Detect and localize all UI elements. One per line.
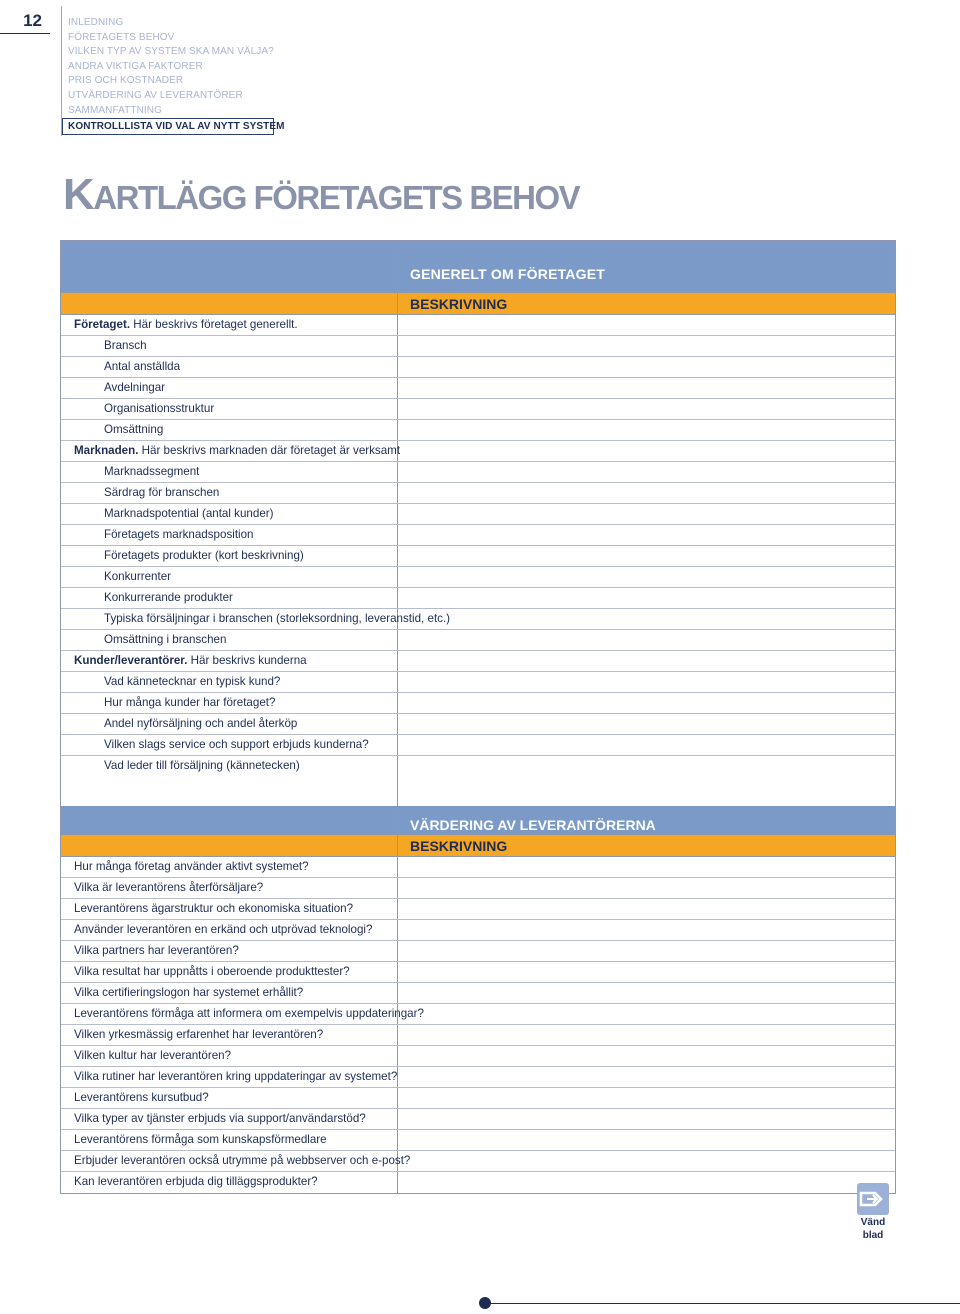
nav-divider bbox=[61, 6, 62, 136]
turn-page-button[interactable] bbox=[853, 1183, 893, 1241]
chapter-navigation bbox=[68, 16, 285, 135]
row-label-text: Bransch bbox=[104, 339, 147, 352]
row-label-text: Typiska försäljningar i branschen (storleksordning, leveranstid, etc.) bbox=[104, 612, 451, 625]
subheader-description: BESKRIVNING bbox=[410, 296, 508, 312]
footer-dot bbox=[479, 1297, 491, 1309]
description-field[interactable] bbox=[398, 588, 895, 608]
description-field[interactable] bbox=[398, 336, 895, 356]
table-row bbox=[61, 756, 895, 777]
row-label-text: Hur många kunder har företaget? bbox=[104, 696, 276, 709]
row-label bbox=[61, 357, 398, 377]
row-label bbox=[61, 714, 398, 734]
section2-header-row bbox=[61, 806, 895, 835]
subheader-description-2: BESKRIVNING bbox=[410, 838, 508, 854]
nav-item-kontrollista-active[interactable]: KONTROLLLISTA VID VAL AV NYTT SYSTEM bbox=[62, 118, 274, 135]
table-row bbox=[61, 920, 895, 941]
table-row bbox=[61, 462, 895, 483]
table-row bbox=[61, 336, 895, 357]
table-row bbox=[61, 1109, 895, 1130]
row-label bbox=[61, 504, 398, 524]
section2-spacer-row bbox=[61, 777, 895, 806]
description-field[interactable] bbox=[398, 920, 895, 940]
description-field[interactable] bbox=[398, 1172, 895, 1193]
description-field[interactable] bbox=[398, 962, 895, 982]
table-row bbox=[61, 588, 895, 609]
row-label: Leverantörens ägarstruktur och ekonomiska situation? bbox=[61, 899, 398, 919]
table-row bbox=[61, 483, 895, 504]
row-label bbox=[61, 399, 398, 419]
table-row bbox=[61, 962, 895, 983]
checklist-table bbox=[60, 240, 896, 1194]
table-row bbox=[61, 1067, 895, 1088]
row-label bbox=[61, 462, 398, 482]
description-field[interactable] bbox=[398, 609, 895, 629]
description-field[interactable] bbox=[398, 857, 895, 877]
row-label bbox=[61, 672, 398, 692]
turn-page-label-2: blad bbox=[862, 1230, 884, 1241]
row-label: Leverantörens förmåga som kunskapsförmedlare bbox=[61, 1130, 398, 1150]
row-label: Vilken kultur har leverantören? bbox=[61, 1046, 398, 1066]
table-row bbox=[61, 735, 895, 756]
description-field[interactable] bbox=[398, 1004, 895, 1024]
row-label bbox=[61, 630, 398, 650]
table-row bbox=[61, 941, 895, 962]
row-label bbox=[61, 483, 398, 503]
row-label-text: Vilken slags service och support erbjuds kunderna? bbox=[104, 738, 369, 751]
table-row bbox=[61, 1046, 895, 1067]
description-field[interactable] bbox=[398, 1088, 895, 1108]
row-label bbox=[61, 546, 398, 566]
table-row bbox=[61, 672, 895, 693]
row-label-text: Antal anställda bbox=[104, 360, 181, 373]
row-label-text: Konkurrenter bbox=[104, 570, 172, 583]
description-field[interactable] bbox=[398, 1025, 895, 1045]
table-row bbox=[61, 609, 895, 630]
row-label-text: Särdrag för branschen bbox=[104, 486, 220, 499]
description-field[interactable] bbox=[398, 630, 895, 650]
row-label-text: Avdelningar bbox=[104, 381, 166, 394]
row-label bbox=[61, 525, 398, 545]
nav-item-utvardering[interactable]: UTVÄRDERING AV LEVERANTÖRER bbox=[68, 89, 243, 101]
description-field[interactable] bbox=[398, 546, 895, 566]
description-field[interactable] bbox=[398, 756, 895, 777]
row-label-text: Andel nyförsäljning och andel återköp bbox=[104, 717, 298, 730]
table-row bbox=[61, 504, 895, 525]
table-row bbox=[61, 651, 895, 672]
row-label: Använder leverantören en erkänd och utprövad teknologi? bbox=[61, 920, 398, 940]
footer-rule bbox=[486, 1303, 960, 1304]
description-field[interactable] bbox=[398, 941, 895, 961]
description-field[interactable] bbox=[398, 399, 895, 419]
description-field[interactable] bbox=[398, 1109, 895, 1129]
table-row bbox=[61, 1130, 895, 1151]
table-row bbox=[61, 441, 895, 462]
row-label-text: Vad kännetecknar en typisk kund? bbox=[104, 675, 281, 688]
description-field[interactable] bbox=[398, 1046, 895, 1066]
description-field[interactable] bbox=[398, 899, 895, 919]
table-row bbox=[61, 567, 895, 588]
description-field[interactable] bbox=[398, 357, 895, 377]
row-label-text: Här beskrivs företaget generellt. bbox=[130, 318, 298, 331]
row-label-text: Företagets marknadsposition bbox=[104, 528, 254, 541]
page-title bbox=[63, 170, 579, 220]
table-row bbox=[61, 1151, 895, 1172]
description-field[interactable] bbox=[398, 983, 895, 1003]
table-row bbox=[61, 878, 895, 899]
row-label bbox=[61, 756, 398, 777]
row-label-text: Vad leder till försäljning (kännetecken) bbox=[104, 759, 300, 772]
row-label-text: Marknadspotential (antal kunder) bbox=[104, 507, 274, 520]
page-title-initial: K bbox=[63, 170, 94, 219]
row-label: Leverantörens kursutbud? bbox=[61, 1088, 398, 1108]
row-label bbox=[61, 735, 398, 755]
table-row bbox=[61, 399, 895, 420]
section-header-suppliers: VÄRDERING AV LEVERANTÖRERNA bbox=[410, 817, 656, 833]
row-label-text: Omsättning bbox=[104, 423, 164, 436]
row-label: Vilka är leverantörens återförsäljare? bbox=[61, 878, 398, 898]
table-row bbox=[61, 357, 895, 378]
description-field[interactable] bbox=[398, 735, 895, 755]
row-label bbox=[61, 420, 398, 440]
row-label bbox=[61, 588, 398, 608]
row-label-text: Organisationsstruktur bbox=[104, 402, 215, 415]
row-label bbox=[61, 315, 398, 335]
description-field[interactable] bbox=[398, 1130, 895, 1150]
row-label: Vilka partners har leverantören? bbox=[61, 941, 398, 961]
description-field[interactable] bbox=[398, 441, 895, 461]
table-row bbox=[61, 1172, 895, 1193]
description-field[interactable] bbox=[398, 315, 895, 335]
description-field[interactable] bbox=[398, 878, 895, 898]
section-header-row bbox=[61, 241, 895, 293]
row-label: Erbjuder leverantören också utrymme på webbserver och e-post? bbox=[61, 1151, 398, 1171]
row-label bbox=[61, 441, 401, 461]
table-row bbox=[61, 899, 895, 920]
nav-item-andra-faktorer[interactable]: ANDRA VIKTIGA FAKTORER bbox=[68, 60, 203, 72]
description-field[interactable] bbox=[398, 483, 895, 503]
row-label: Vilka typer av tjänster erbjuds via support/användarstöd? bbox=[61, 1109, 398, 1129]
row-label bbox=[61, 609, 451, 629]
nav-item-foretagets-behov[interactable]: FÖRETAGETS BEHOV bbox=[68, 31, 175, 43]
nav-item-sammanfattning[interactable]: SAMMANFATTNING bbox=[68, 104, 162, 116]
row-label-bold: Marknaden. bbox=[74, 444, 139, 457]
turn-page-label-1: Vänd bbox=[860, 1217, 886, 1228]
table-row bbox=[61, 1025, 895, 1046]
page-title-rest: ARTLÄGG FÖRETAGETS BEHOV bbox=[93, 179, 580, 216]
nav-item-vilken-typ[interactable]: VILKEN TYP AV SYSTEM SKA MAN VÄLJA? bbox=[68, 46, 274, 58]
section-header-general: GENERELT OM FÖRETAGET bbox=[410, 266, 606, 282]
subheader-row-2 bbox=[61, 835, 895, 857]
description-field[interactable] bbox=[398, 1151, 895, 1171]
row-label-text: Marknadssegment bbox=[104, 465, 200, 478]
table-row bbox=[61, 1088, 895, 1109]
row-label-text: Här beskrivs marknaden där företaget är verksamt bbox=[138, 444, 401, 457]
row-label: Vilken yrkesmässig erfarenhet har leverantören? bbox=[61, 1025, 398, 1045]
description-field[interactable] bbox=[398, 525, 895, 545]
turn-page-icon bbox=[857, 1183, 889, 1215]
description-field[interactable] bbox=[398, 378, 895, 398]
description-field[interactable] bbox=[398, 567, 895, 587]
table-row bbox=[61, 983, 895, 1004]
description-field[interactable] bbox=[398, 693, 895, 713]
row-label bbox=[61, 693, 398, 713]
row-label-text: Omsättning i branschen bbox=[104, 633, 227, 646]
row-label: Vilka resultat har uppnåtts i oberoende produkttester? bbox=[61, 962, 398, 982]
nav-item-inledning[interactable]: INLEDNING bbox=[68, 17, 124, 28]
row-label bbox=[61, 567, 398, 587]
row-label-text: Här beskrivs kunderna bbox=[187, 654, 307, 667]
description-field[interactable] bbox=[398, 1067, 895, 1087]
row-label bbox=[61, 336, 398, 356]
description-field[interactable] bbox=[398, 462, 895, 482]
description-field[interactable] bbox=[398, 420, 895, 440]
table-row bbox=[61, 630, 895, 651]
table-row bbox=[61, 378, 895, 399]
table-row bbox=[61, 714, 895, 735]
description-field[interactable] bbox=[398, 714, 895, 734]
row-label: Kan leverantören erbjuda dig tilläggsprodukter? bbox=[61, 1172, 398, 1193]
row-label: Vilka rutiner har leverantören kring uppdateringar av systemet? bbox=[61, 1067, 398, 1087]
page-number: 12 bbox=[0, 8, 50, 34]
table-row bbox=[61, 1004, 895, 1025]
row-label-text: Konkurrerande produkter bbox=[104, 591, 233, 604]
row-label-text: Företagets produkter (kort beskrivning) bbox=[104, 549, 304, 562]
table-row bbox=[61, 546, 895, 567]
nav-item-pris[interactable]: PRIS OCH KOSTNADER bbox=[68, 75, 184, 87]
table-row bbox=[61, 857, 895, 878]
row-label: Vilka certifieringslogon har systemet erhållit? bbox=[61, 983, 398, 1003]
subheader-row bbox=[61, 293, 895, 315]
row-label: Hur många företag använder aktivt systemet? bbox=[61, 857, 398, 877]
table-row bbox=[61, 315, 895, 336]
row-label bbox=[61, 651, 398, 671]
table-row bbox=[61, 525, 895, 546]
row-label: Leverantörens förmåga att informera om exempelvis uppdateringar? bbox=[61, 1004, 398, 1024]
table-row bbox=[61, 693, 895, 714]
description-field[interactable] bbox=[398, 672, 895, 692]
row-label-bold: Kunder/leverantörer. bbox=[74, 654, 188, 667]
description-field[interactable] bbox=[398, 504, 895, 524]
row-label bbox=[61, 378, 398, 398]
table-row bbox=[61, 420, 895, 441]
row-label-bold: Företaget. bbox=[74, 318, 131, 331]
description-field[interactable] bbox=[398, 651, 895, 671]
